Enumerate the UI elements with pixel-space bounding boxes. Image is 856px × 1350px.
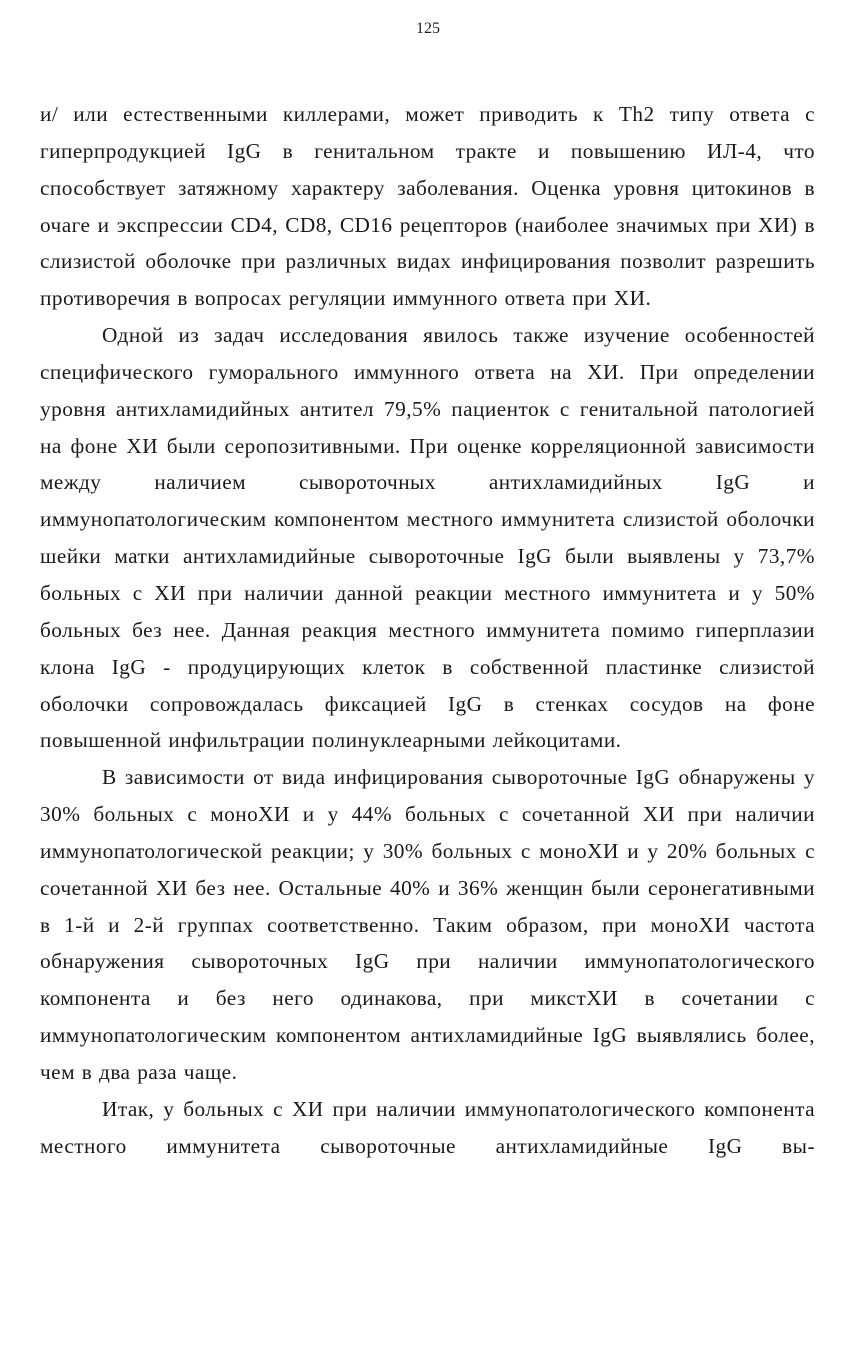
page-number: 125: [416, 20, 440, 37]
paragraph-3: В зависимости от вида инфицирования сывороточные IgG обнаружены у 30% больных с моноХИ и у 44% больных с сочетанной ХИ при наличии иммунопатологической реакции; у 30% больных с моноХИ и у 20% больных с сочетанной ХИ без нее. Остальные 40% и 36% женщин были серонегативными в 1-й и 2-й группах соответственно. Таким образом, при моноХИ частота обнаружения сывороточных IgG при наличии иммунопатологического компонента и без него одинакова, при микстХИ в сочетании с иммунопатологическим компонентом антихламидийные IgG выявлялись более, чем в два раза чаще.: [40, 765, 815, 1084]
paragraph-2: Одной из задач исследования явилось также изучение особенностей специфического гуморального иммунного ответа на ХИ. При определении уровня антихламидийных антител 79,5% пациенток с генитальной патологией на фоне ХИ были серопозитивными. При оценке корреляционной зависимости между наличием сывороточных антихламидийных IgG и иммунопатологическим компонентом местного иммунитета слизистой оболочки шейки матки антихламидийные сывороточные IgG были выявлены у 73,7% больных с ХИ при наличии данной реакции местного иммунитета и у 50% больных без нее. Данная реакция местного иммунитета помимо гиперплазии клона IgG - продуцирующих клеток в собственной пластинке слизистой оболочки сопровождалась фиксацией IgG в стенках сосудов на фоне повышенной инфильтрации полинуклеарными лейкоцитами.: [40, 323, 815, 753]
paragraph-1: и/ или естественными киллерами, может приводить к Th2 типу ответа с гиперпродукцией IgG в генитальном тракте и повышению ИЛ-4, что способствует затяжному характеру заболевания. Оценка уровня цитокинов в очаге и экспрессии CD4, CD8, CD16 рецепторов (наиболее значимых при ХИ) в слизистой оболочке при различных видах инфицирования позволит разрешить противоречия в вопросах регуляции иммунного ответа при ХИ.: [40, 102, 815, 311]
text-body: [40, 96, 815, 1164]
paragraph-4: Итак, у больных с ХИ при наличии иммунопатологического компонента местного иммунитета сывороточные антихламидийные IgG вы-: [40, 1096, 815, 1158]
